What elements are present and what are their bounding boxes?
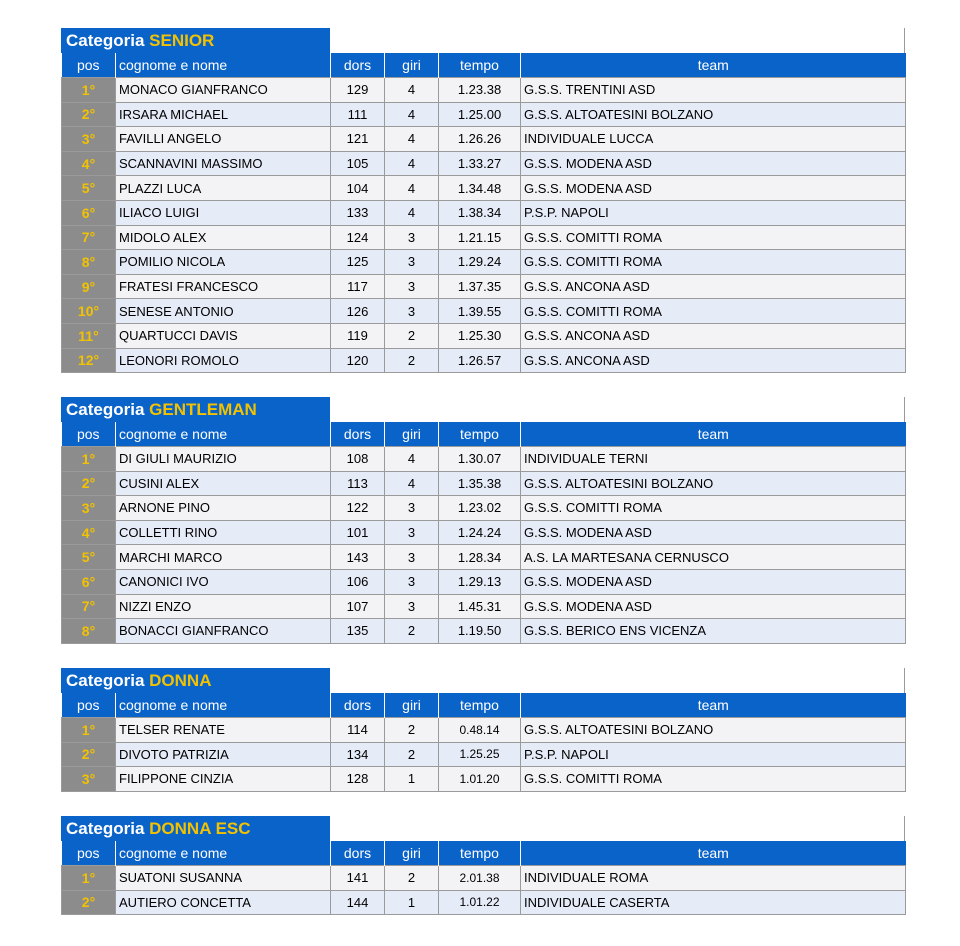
cell-tempo: 1.25.30 — [439, 323, 521, 348]
cell-name: AUTIERO CONCETTA — [116, 890, 331, 915]
category-section — [61, 28, 905, 373]
cell-giri: 2 — [385, 866, 439, 891]
results-table — [61, 53, 906, 373]
cell-pos: 3° — [62, 767, 116, 792]
cell-team: G.S.S. MODENA ASD — [521, 176, 906, 201]
table-header-row — [62, 693, 906, 718]
category-title — [61, 668, 330, 693]
cell-pos: 4° — [62, 520, 116, 545]
cell-name: SENESE ANTONIO — [116, 299, 331, 324]
cell-name: FILIPPONE CINZIA — [116, 767, 331, 792]
title-row-border — [904, 28, 905, 53]
cell-pos: 9° — [62, 274, 116, 299]
cell-tempo: 1.38.34 — [439, 200, 521, 225]
cell-dors: 104 — [331, 176, 385, 201]
cell-dors: 144 — [331, 890, 385, 915]
cell-tempo: 1.39.55 — [439, 299, 521, 324]
cell-tempo: 2.01.38 — [439, 866, 521, 891]
table-row — [62, 496, 906, 521]
cell-pos: 3° — [62, 127, 116, 152]
cell-tempo: 1.23.02 — [439, 496, 521, 521]
cell-tempo: 1.21.15 — [439, 225, 521, 250]
cell-name: CUSINI ALEX — [116, 471, 331, 496]
cell-dors: 126 — [331, 299, 385, 324]
category-title-row — [61, 816, 905, 841]
table-row — [62, 569, 906, 594]
cell-pos: 7° — [62, 594, 116, 619]
table-row — [62, 520, 906, 545]
cell-tempo: 1.25.00 — [439, 102, 521, 127]
cell-pos: 12° — [62, 348, 116, 373]
cell-pos: 1° — [62, 718, 116, 743]
cell-tempo: 1.34.48 — [439, 176, 521, 201]
cell-tempo: 1.26.26 — [439, 127, 521, 152]
cell-name: BONACCI GIANFRANCO — [116, 619, 331, 644]
column-header-name: cognome e nome — [116, 693, 331, 718]
cell-team: INDIVIDUALE ROMA — [521, 866, 906, 891]
table-row — [62, 767, 906, 792]
cell-team: G.S.S. ALTOATESINI BOLZANO — [521, 102, 906, 127]
category-prefix: Categoria — [66, 400, 145, 419]
column-header-giri: giri — [385, 841, 439, 866]
cell-name: LEONORI ROMOLO — [116, 348, 331, 373]
table-row — [62, 102, 906, 127]
cell-tempo: 1.33.27 — [439, 151, 521, 176]
cell-dors: 105 — [331, 151, 385, 176]
cell-giri: 3 — [385, 545, 439, 570]
cell-name: NIZZI ENZO — [116, 594, 331, 619]
cell-giri: 4 — [385, 447, 439, 472]
results-table — [61, 841, 906, 915]
column-header-name: cognome e nome — [116, 841, 331, 866]
cell-name: QUARTUCCI DAVIS — [116, 323, 331, 348]
cell-dors: 117 — [331, 274, 385, 299]
column-header-pos: pos — [62, 422, 116, 447]
column-header-dors: dors — [331, 693, 385, 718]
cell-team: G.S.S. COMITTI ROMA — [521, 250, 906, 275]
cell-tempo: 0.48.14 — [439, 718, 521, 743]
column-header-giri: giri — [385, 422, 439, 447]
title-row-border — [904, 397, 905, 422]
cell-team: G.S.S. COMITTI ROMA — [521, 225, 906, 250]
category-title-row — [61, 28, 905, 53]
category-prefix: Categoria — [66, 31, 145, 50]
category-name: GENTLEMAN — [149, 400, 257, 419]
cell-giri: 2 — [385, 718, 439, 743]
table-row — [62, 274, 906, 299]
table-header-row — [62, 841, 906, 866]
column-header-giri: giri — [385, 53, 439, 78]
cell-team: G.S.S. BERICO ENS VICENZA — [521, 619, 906, 644]
cell-pos: 10° — [62, 299, 116, 324]
cell-name: ILIACO LUIGI — [116, 200, 331, 225]
cell-name: TELSER RENATE — [116, 718, 331, 743]
cell-tempo: 1.19.50 — [439, 619, 521, 644]
cell-name: COLLETTI RINO — [116, 520, 331, 545]
cell-dors: 106 — [331, 569, 385, 594]
results-table — [61, 422, 906, 644]
cell-team: G.S.S. ALTOATESINI BOLZANO — [521, 471, 906, 496]
column-header-tempo: tempo — [439, 422, 521, 447]
cell-pos: 1° — [62, 447, 116, 472]
cell-dors: 129 — [331, 78, 385, 103]
cell-pos: 8° — [62, 250, 116, 275]
cell-name: FAVILLI ANGELO — [116, 127, 331, 152]
cell-dors: 119 — [331, 323, 385, 348]
cell-dors: 111 — [331, 102, 385, 127]
cell-name: MARCHI MARCO — [116, 545, 331, 570]
cell-dors: 107 — [331, 594, 385, 619]
column-header-dors: dors — [331, 422, 385, 447]
title-row-border — [904, 816, 905, 841]
column-header-team: team — [521, 422, 906, 447]
table-row — [62, 545, 906, 570]
table-row — [62, 471, 906, 496]
cell-team: G.S.S. MODENA ASD — [521, 594, 906, 619]
column-header-team: team — [521, 693, 906, 718]
cell-team: P.S.P. NAPOLI — [521, 200, 906, 225]
cell-team: P.S.P. NAPOLI — [521, 742, 906, 767]
cell-giri: 2 — [385, 742, 439, 767]
category-section — [61, 668, 905, 792]
cell-pos: 7° — [62, 225, 116, 250]
cell-pos: 5° — [62, 176, 116, 201]
table-row — [62, 250, 906, 275]
cell-tempo: 1.26.57 — [439, 348, 521, 373]
cell-pos: 8° — [62, 619, 116, 644]
cell-pos: 6° — [62, 200, 116, 225]
cell-dors: 143 — [331, 545, 385, 570]
cell-name: ARNONE PINO — [116, 496, 331, 521]
cell-tempo: 1.28.34 — [439, 545, 521, 570]
cell-name: MIDOLO ALEX — [116, 225, 331, 250]
column-header-pos: pos — [62, 53, 116, 78]
column-header-tempo: tempo — [439, 53, 521, 78]
cell-name: CANONICI IVO — [116, 569, 331, 594]
cell-pos: 1° — [62, 78, 116, 103]
cell-pos: 2° — [62, 102, 116, 127]
cell-giri: 3 — [385, 299, 439, 324]
cell-giri: 2 — [385, 619, 439, 644]
cell-giri: 3 — [385, 250, 439, 275]
cell-giri: 4 — [385, 78, 439, 103]
table-row — [62, 225, 906, 250]
category-title — [61, 28, 330, 53]
cell-pos: 2° — [62, 890, 116, 915]
table-row — [62, 151, 906, 176]
cell-giri: 1 — [385, 767, 439, 792]
cell-tempo: 1.37.35 — [439, 274, 521, 299]
table-row — [62, 200, 906, 225]
cell-name: FRATESI FRANCESCO — [116, 274, 331, 299]
cell-tempo: 1.01.22 — [439, 890, 521, 915]
category-title — [61, 816, 330, 841]
column-header-dors: dors — [331, 841, 385, 866]
table-row — [62, 447, 906, 472]
cell-name: PLAZZI LUCA — [116, 176, 331, 201]
cell-dors: 125 — [331, 250, 385, 275]
category-name: DONNA ESC — [149, 819, 251, 838]
cell-name: MONACO GIANFRANCO — [116, 78, 331, 103]
column-header-name: cognome e nome — [116, 53, 331, 78]
category-title-row — [61, 397, 905, 422]
category-title-row — [61, 668, 905, 693]
cell-team: G.S.S. COMITTI ROMA — [521, 767, 906, 792]
cell-name: IRSARA MICHAEL — [116, 102, 331, 127]
cell-giri: 3 — [385, 496, 439, 521]
column-header-giri: giri — [385, 693, 439, 718]
cell-giri: 3 — [385, 594, 439, 619]
cell-dors: 114 — [331, 718, 385, 743]
cell-giri: 4 — [385, 102, 439, 127]
cell-pos: 11° — [62, 323, 116, 348]
cell-team: G.S.S. ANCONA ASD — [521, 323, 906, 348]
category-prefix: Categoria — [66, 671, 145, 690]
column-header-tempo: tempo — [439, 693, 521, 718]
cell-team: G.S.S. MODENA ASD — [521, 151, 906, 176]
category-section — [61, 816, 905, 915]
cell-pos: 1° — [62, 866, 116, 891]
cell-pos: 3° — [62, 496, 116, 521]
cell-name: DI GIULI MAURIZIO — [116, 447, 331, 472]
cell-giri: 2 — [385, 323, 439, 348]
cell-pos: 6° — [62, 569, 116, 594]
cell-pos: 2° — [62, 742, 116, 767]
category-name: DONNA — [149, 671, 212, 690]
cell-team: G.S.S. ALTOATESINI BOLZANO — [521, 718, 906, 743]
category-prefix: Categoria — [66, 819, 145, 838]
category-section — [61, 397, 905, 644]
cell-tempo: 1.30.07 — [439, 447, 521, 472]
cell-tempo: 1.35.38 — [439, 471, 521, 496]
cell-name: POMILIO NICOLA — [116, 250, 331, 275]
cell-team: G.S.S. TRENTINI ASD — [521, 78, 906, 103]
cell-team: INDIVIDUALE LUCCA — [521, 127, 906, 152]
table-row — [62, 866, 906, 891]
cell-name: SUATONI SUSANNA — [116, 866, 331, 891]
cell-dors: 101 — [331, 520, 385, 545]
results-table — [61, 693, 906, 792]
table-header-row — [62, 422, 906, 447]
table-row — [62, 176, 906, 201]
cell-tempo: 1.24.24 — [439, 520, 521, 545]
cell-giri: 4 — [385, 200, 439, 225]
table-row — [62, 594, 906, 619]
cell-tempo: 1.25.25 — [439, 742, 521, 767]
column-header-tempo: tempo — [439, 841, 521, 866]
cell-tempo: 1.45.31 — [439, 594, 521, 619]
table-row — [62, 348, 906, 373]
cell-dors: 128 — [331, 767, 385, 792]
cell-dors: 135 — [331, 619, 385, 644]
cell-dors: 108 — [331, 447, 385, 472]
column-header-dors: dors — [331, 53, 385, 78]
cell-tempo: 1.23.38 — [439, 78, 521, 103]
cell-team: G.S.S. COMITTI ROMA — [521, 299, 906, 324]
cell-name: DIVOTO PATRIZIA — [116, 742, 331, 767]
cell-pos: 2° — [62, 471, 116, 496]
cell-giri: 4 — [385, 127, 439, 152]
table-row — [62, 78, 906, 103]
table-row — [62, 127, 906, 152]
cell-giri: 3 — [385, 274, 439, 299]
table-row — [62, 718, 906, 743]
cell-giri: 4 — [385, 471, 439, 496]
column-header-team: team — [521, 53, 906, 78]
cell-tempo: 1.01.20 — [439, 767, 521, 792]
table-header-row — [62, 53, 906, 78]
table-row — [62, 619, 906, 644]
column-header-name: cognome e nome — [116, 422, 331, 447]
cell-giri: 3 — [385, 520, 439, 545]
table-row — [62, 299, 906, 324]
cell-dors: 141 — [331, 866, 385, 891]
cell-team: G.S.S. COMITTI ROMA — [521, 496, 906, 521]
cell-tempo: 1.29.13 — [439, 569, 521, 594]
table-row — [62, 890, 906, 915]
cell-dors: 121 — [331, 127, 385, 152]
cell-dors: 120 — [331, 348, 385, 373]
cell-pos: 4° — [62, 151, 116, 176]
cell-giri: 4 — [385, 176, 439, 201]
column-header-pos: pos — [62, 693, 116, 718]
cell-giri: 1 — [385, 890, 439, 915]
cell-giri: 4 — [385, 151, 439, 176]
table-row — [62, 323, 906, 348]
cell-dors: 113 — [331, 471, 385, 496]
cell-team: G.S.S. MODENA ASD — [521, 520, 906, 545]
cell-dors: 133 — [331, 200, 385, 225]
cell-dors: 124 — [331, 225, 385, 250]
cell-pos: 5° — [62, 545, 116, 570]
cell-team: INDIVIDUALE CASERTA — [521, 890, 906, 915]
table-row — [62, 742, 906, 767]
cell-dors: 122 — [331, 496, 385, 521]
title-row-border — [904, 668, 905, 693]
column-header-pos: pos — [62, 841, 116, 866]
column-header-team: team — [521, 841, 906, 866]
cell-team: G.S.S. MODENA ASD — [521, 569, 906, 594]
cell-name: SCANNAVINI MASSIMO — [116, 151, 331, 176]
cell-team: G.S.S. ANCONA ASD — [521, 348, 906, 373]
cell-team: A.S. LA MARTESANA CERNUSCO — [521, 545, 906, 570]
cell-giri: 3 — [385, 225, 439, 250]
cell-giri: 3 — [385, 569, 439, 594]
category-title — [61, 397, 330, 422]
cell-team: G.S.S. ANCONA ASD — [521, 274, 906, 299]
cell-giri: 2 — [385, 348, 439, 373]
cell-team: INDIVIDUALE TERNI — [521, 447, 906, 472]
cell-tempo: 1.29.24 — [439, 250, 521, 275]
category-name: SENIOR — [149, 31, 215, 50]
cell-dors: 134 — [331, 742, 385, 767]
